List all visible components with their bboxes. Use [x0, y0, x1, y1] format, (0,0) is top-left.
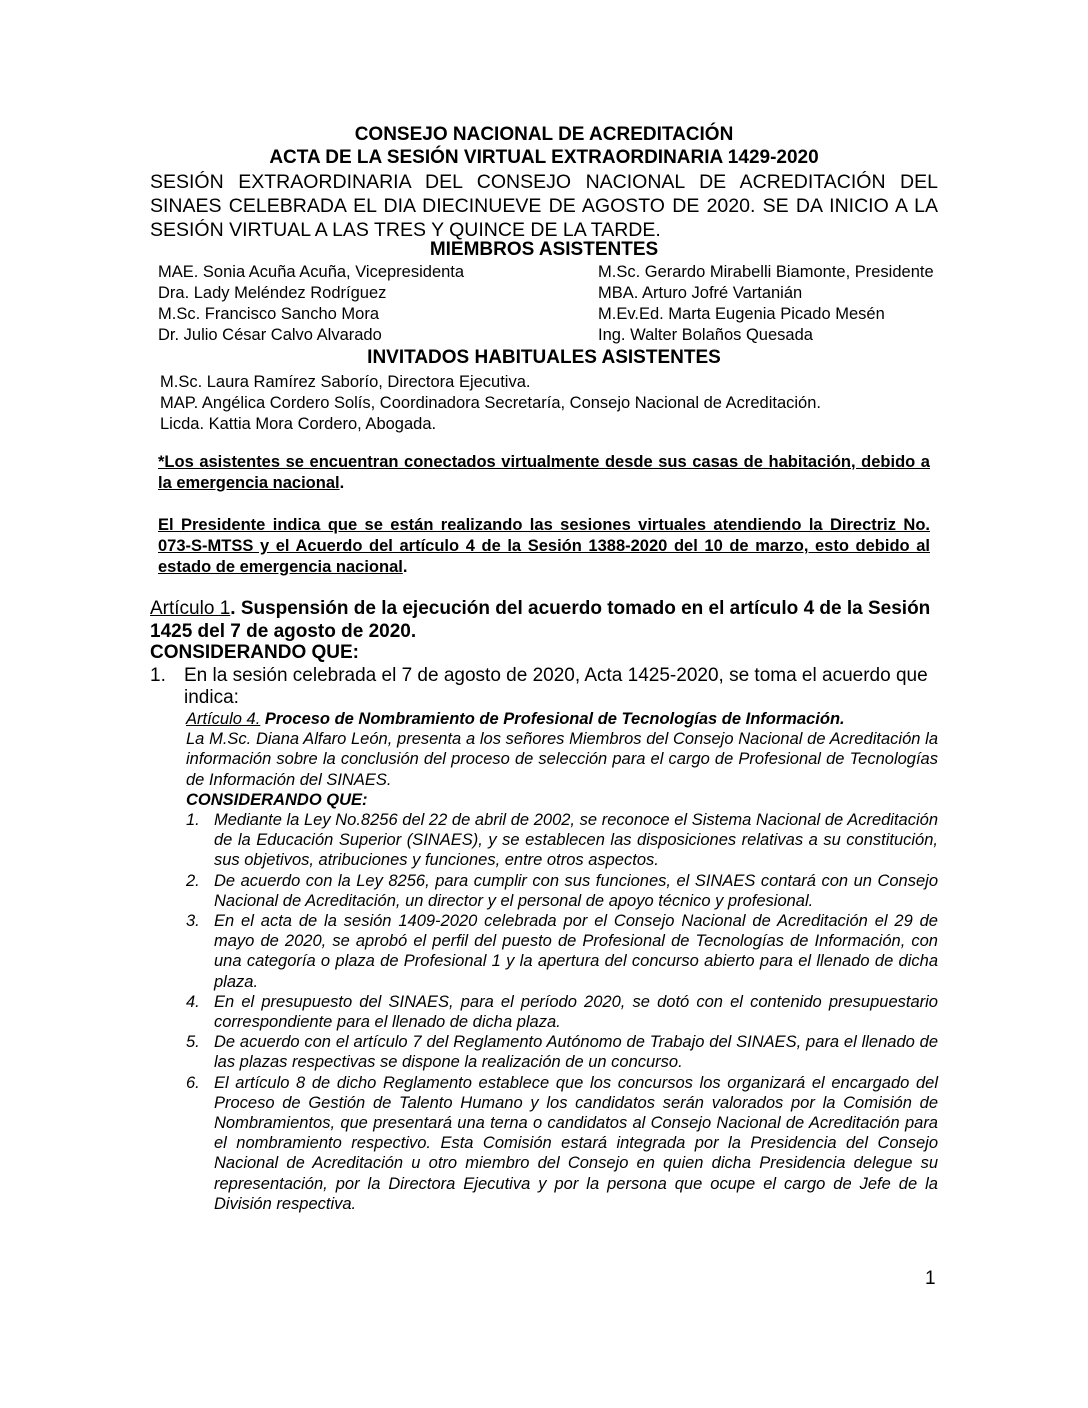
guests-list — [160, 372, 960, 435]
member-name: MBA. Arturo Jofré Vartanián — [598, 284, 803, 302]
quote-body: La M.Sc. Diana Alfaro León, presenta a los señores Miembros del Consejo Nacional de Acreditación la información sobre la conclusión del proceso de selección para el cargo de Profesional de Tecnologías de Información del SINAES. — [186, 730, 938, 789]
members-row — [158, 283, 978, 304]
item-text: En la sesión celebrada el 7 de agosto de 2020, Acta 1425-2020, se toma el acuerdo que indica: — [184, 665, 928, 708]
virtual-sessions-note — [158, 515, 930, 578]
list-item — [186, 810, 938, 871]
list-item — [186, 871, 938, 911]
item-text: De acuerdo con el artículo 7 del Reglamento Autónomo de Trabajo del SINAES, para el llenado de las plazas respectivas se dispone la realización de un concurso. — [214, 1033, 938, 1072]
virtual-attendance-note — [158, 452, 930, 494]
item-number: 2. — [186, 871, 200, 890]
article-label: Artículo 1 — [150, 598, 231, 619]
document-title: CONSEJO NACIONAL DE ACREDITACIÓN — [354, 124, 734, 145]
item-text: El artículo 8 de dicho Reglamento establece que los concursos los organizará el encargado del Proceso de Gestión de Talento Humano y los candidatos serán valorados por la Comisión de Nombramientos, que presentará una terna o candidatos al Consejo Nacional de Acreditación para el nombramiento respectivo. Esta Comisión estará integrada por la Presidencia del Consejo Nacional de Acreditación u otro miembro del Consejo en quien dicha Presidencia delegue su representación, por la Directora Ejecutiva y por la persona que ocupe el cargo de Jefe de la División respectiva. — [214, 1073, 938, 1213]
document-subtitle: ACTA DE LA SESIÓN VIRTUAL EXTRAORDINARIA 1429-2020 — [269, 147, 819, 168]
quote-heading — [186, 709, 938, 729]
note-period: . — [402, 558, 408, 576]
session-intro: SESIÓN EXTRAORDINARIA DEL CONSEJO NACIONAL DE ACREDITACIÓN DEL SINAES CELEBRADA EL DIA DIECINUEVE DE AGOSTO DE 2020. SE DA INICIO A LA SESIÓN VIRTUAL A LAS TRES Y QUINCE DE LA TARDE. — [150, 171, 938, 241]
members-row — [158, 304, 978, 325]
members-list — [158, 262, 978, 346]
item-number: 1. — [186, 811, 200, 830]
quote-article-title: Proceso de Nombramiento de Profesional de Tecnologías de Información. — [260, 710, 845, 728]
member-name: Dra. Lady Meléndez Rodríguez — [158, 284, 387, 302]
member-name: M.Sc. Gerardo Mirabelli Biamonte, Presidente — [598, 263, 934, 281]
guest-name: MAP. Angélica Cordero Solís, Coordinadora Secretaría, Consejo Nacional de Acreditación. — [160, 394, 821, 412]
item-text: Mediante la Ley No.8256 del 22 de abril de 2002, se reconoce el Sistema Nacional de Acreditación de la Educación Superior (SINAES), y se establecen las disposiciones relativas a su constitución, sus objetivos, atribuciones y funciones, entre otros aspectos. — [214, 811, 938, 870]
quote-considerando-heading: CONSIDERANDO QUE: — [186, 790, 368, 809]
members-heading: MIEMBROS ASISTENTES — [429, 239, 659, 260]
item-number: 6. — [186, 1073, 200, 1092]
members-row — [158, 325, 978, 346]
member-name: Ing. Walter Bolaños Quesada — [598, 326, 813, 344]
page-number: 1 — [925, 1268, 936, 1289]
item-number: 1. — [150, 665, 166, 686]
item-number: 4. — [186, 992, 200, 1011]
item-text: En el presupuesto del SINAES, para el período 2020, se dotó con el contenido presupuestario correspondiente para el llenado de dicha plaza. — [214, 992, 938, 1032]
member-name: M.Ev.Ed. Marta Eugenia Picado Mesén — [598, 305, 885, 323]
item-number: 3. — [186, 912, 200, 931]
article-heading — [150, 597, 940, 643]
item-text: De acuerdo con la Ley 8256, para cumplir con sus funciones, el SINAES contará con un Consejo Nacional de Acreditación, un director y el personal de apoyo técnico y profesional. — [214, 871, 938, 910]
list-item — [186, 1032, 938, 1072]
note-period: . — [339, 474, 345, 492]
member-name: Dr. Julio César Calvo Alvarado — [158, 326, 382, 344]
list-item — [186, 1073, 938, 1214]
quote-article-label: Artículo 4. — [186, 710, 261, 728]
list-item — [186, 911, 938, 992]
note-text: El Presidente indica que se están realizando las sesiones virtuales atendiendo la Directriz No. 073-S-MTSS y el Acuerdo del artículo 4 de la Sesión 1388-2020 del 10 de marzo, esto debido al estado de emergencia nacional — [158, 516, 930, 576]
list-item — [186, 992, 938, 1032]
member-name: M.Sc. Francisco Sancho Mora — [158, 305, 379, 323]
article-title: . Suspensión de la ejecución del acuerdo tomado en el artículo 4 de la Sesión 1425 del 7 de agosto de 2020. — [150, 598, 931, 642]
guest-name: M.Sc. Laura Ramírez Saborío, Directora Ejecutiva. — [160, 373, 531, 391]
considerando-heading: CONSIDERANDO QUE: — [150, 642, 360, 663]
item-text: En el acta de la sesión 1409-2020 celebrada por el Consejo Nacional de Acreditación el 29 de mayo de 2020, se aprobó el perfil del puesto de Profesional de Tecnologías de Información, con una categoría o plaza de Profesional 1 y la apertura del concurso abierto para el llenado de dicha plaza. — [214, 912, 938, 991]
quoted-agreement — [186, 709, 938, 1214]
quote-considerando-list — [186, 810, 938, 1214]
considerando-item — [150, 665, 940, 709]
item-number: 5. — [186, 1033, 200, 1052]
members-row — [158, 262, 978, 283]
guest-name: Licda. Kattia Mora Cordero, Abogada. — [160, 415, 437, 433]
guests-heading: INVITADOS HABITUALES ASISTENTES — [367, 347, 721, 368]
note-text: *Los asistentes se encuentran conectados virtualmente desde sus casas de habitación, debido a la emergencia nacional — [158, 453, 930, 492]
member-name: MAE. Sonia Acuña Acuña, Vicepresidenta — [158, 263, 465, 281]
